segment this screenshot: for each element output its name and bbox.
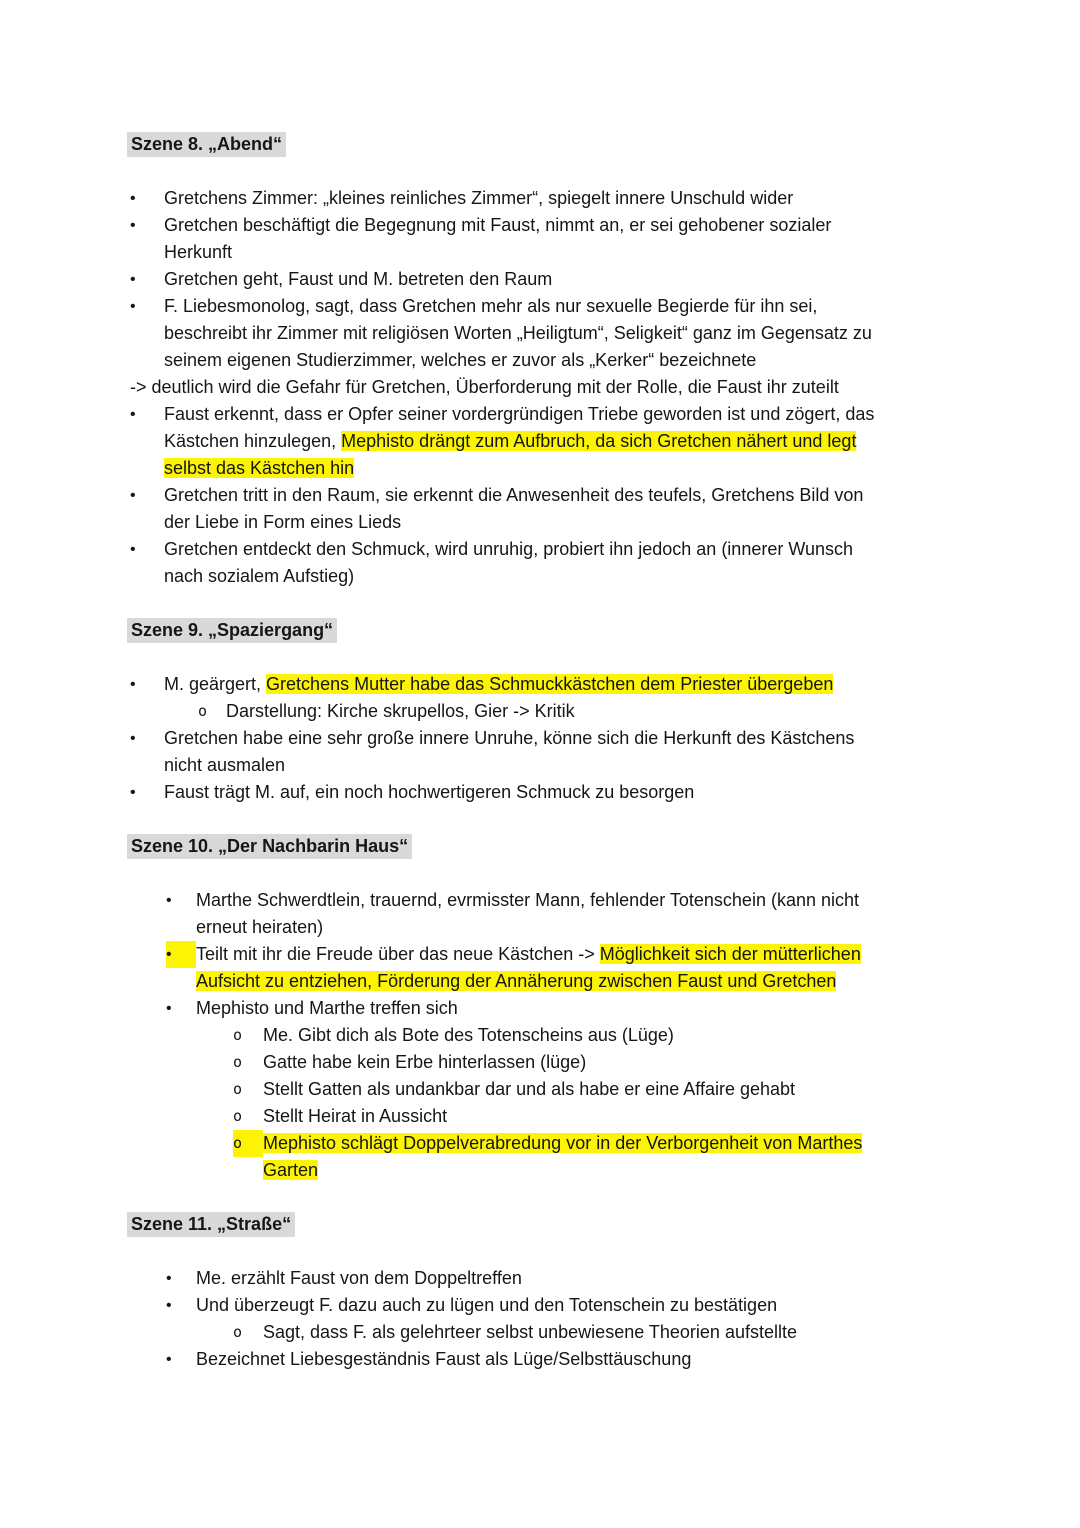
text-segment: Gretchen geht, Faust und M. betreten den Raum	[164, 269, 553, 289]
text-segment: F. Liebesmonolog, sagt, dass Gretchen mehr als nur sexuelle Begierde für ihn sei,	[164, 296, 818, 316]
text-segment: Me. erzählt Faust von dem Doppeltreffen	[196, 1268, 522, 1288]
heading-row	[0, 131, 1080, 158]
list-item	[0, 185, 1080, 212]
section-szene-11	[0, 1211, 1080, 1373]
bullet-marker-icon: •	[166, 1000, 172, 1017]
text-segment: Gretchen beschäftigt die Begegnung mit Faust, nimmt an, er sei gehobener sozialer	[164, 215, 832, 235]
bullet-marker-icon: •	[130, 676, 136, 693]
text-line	[0, 1265, 1080, 1292]
text-segment: Faust trägt M. auf, ein noch hochwertigeren Schmuck zu besorgen	[164, 782, 695, 802]
heading-row	[0, 1211, 1080, 1238]
circle-marker-icon: o	[233, 1107, 243, 1125]
circle-marker-icon: o	[198, 702, 208, 720]
text-line	[0, 941, 1080, 968]
text-segment: nicht ausmalen	[164, 755, 286, 775]
text-line	[0, 482, 1080, 509]
circle-marker-icon: o	[233, 1053, 243, 1071]
text-segment: Gatte habe kein Erbe hinterlassen (lüge)	[263, 1052, 587, 1072]
text-segment: Stellt Heirat in Aussicht	[263, 1106, 448, 1126]
text-segment: Gretchen tritt in den Raum, sie erkennt die Anwesenheit des teufels, Gretchens Bild von	[164, 485, 864, 505]
circle-marker-icon: o	[233, 1080, 243, 1098]
text-segment: Bezeichnet Liebesgeständnis Faust als Lüge/Selbsttäuschung	[196, 1349, 692, 1369]
text-line	[0, 455, 1080, 482]
section-heading: Szene 10. „Der Nachbarin Haus“	[127, 834, 412, 859]
text-line	[0, 914, 1080, 941]
bullet-marker-icon: •	[130, 217, 136, 234]
text-line	[0, 1130, 1080, 1157]
bullet-marker-icon: •	[166, 1351, 172, 1368]
text-segment: Gretchen entdeckt den Schmuck, wird unruhig, probiert ihn jedoch an (innerer Wunsch	[164, 539, 854, 559]
list-item	[0, 266, 1080, 293]
text-segment: nach sozialem Aufstieg)	[164, 566, 355, 586]
list-item	[0, 698, 1080, 725]
list-item	[0, 671, 1080, 698]
text-segment: Gretchen habe eine sehr große innere Unruhe, könne sich die Herkunft des Kästchens	[164, 728, 855, 748]
text-segment: erneut heiraten)	[196, 917, 324, 937]
circle-marker-icon: o	[233, 1323, 243, 1341]
text-line	[0, 1103, 1080, 1130]
list-item	[0, 1130, 1080, 1184]
bullet-marker-icon: •	[130, 406, 136, 423]
list-item	[0, 1292, 1080, 1319]
text-segment: Faust erkennt, dass er Opfer seiner vordergründigen Triebe geworden ist und zögert, das	[164, 404, 875, 424]
list-item	[0, 293, 1080, 374]
list-item	[0, 482, 1080, 536]
text-line	[0, 1049, 1080, 1076]
list-item	[0, 779, 1080, 806]
circle-marker-icon: o	[233, 1026, 243, 1044]
bullet-marker-icon: •	[166, 1297, 172, 1314]
text-line	[0, 887, 1080, 914]
text-line	[0, 509, 1080, 536]
text-segment: seinem eigenen Studierzimmer, welches er zuvor als „Kerker“ bezeichnete	[164, 350, 757, 370]
section-heading: Szene 9. „Spaziergang“	[127, 618, 337, 643]
highlighted-text: Mephisto schlägt Doppelverabredung vor in der Verborgenheit von Marthes	[263, 1133, 863, 1153]
text-line	[0, 320, 1080, 347]
section-heading: Szene 11. „Straße“	[127, 1212, 295, 1237]
text-line	[0, 347, 1080, 374]
list-item	[0, 212, 1080, 266]
text-line	[0, 1346, 1080, 1373]
text-line	[0, 1076, 1080, 1103]
note-line	[0, 374, 1080, 401]
text-line	[0, 428, 1080, 455]
bullet-marker-icon: •	[166, 941, 196, 968]
list-item	[0, 995, 1080, 1022]
text-line	[0, 698, 1080, 725]
list-item	[0, 1346, 1080, 1373]
list-item	[0, 1076, 1080, 1103]
list-item	[0, 1022, 1080, 1049]
text-segment: Herkunft	[164, 242, 233, 262]
text-line	[0, 1292, 1080, 1319]
text-line	[0, 1157, 1080, 1184]
bullet-marker-icon: •	[166, 892, 172, 909]
heading-row	[0, 833, 1080, 860]
text-line	[0, 563, 1080, 590]
text-segment: Teilt mit ihr die Freude über das neue Kästchen ->	[196, 944, 600, 964]
list-item	[0, 1319, 1080, 1346]
text-segment: beschreibt ihr Zimmer mit religiösen Worten „Heiligtum“, Seligkeit“ ganz im Gegensatz zu	[164, 323, 872, 343]
text-segment: Sagt, dass F. als gelehrteer selbst unbewiesene Theorien aufstellte	[263, 1322, 797, 1342]
text-line	[0, 1022, 1080, 1049]
text-line	[0, 374, 1080, 401]
section-szene-8	[0, 131, 1080, 590]
text-line	[0, 671, 1080, 698]
list-item	[0, 536, 1080, 590]
highlighted-text: Gretchens Mutter habe das Schmuckkästchen dem Priester übergeben	[266, 674, 834, 694]
text-segment: Und überzeugt F. dazu auch zu lügen und den Totenschein zu bestätigen	[196, 1295, 778, 1315]
text-line	[0, 536, 1080, 563]
text-segment: Marthe Schwerdtlein, trauernd, evrmisster Mann, fehlender Totenschein (kann nicht	[196, 890, 860, 910]
text-line	[0, 401, 1080, 428]
text-line	[0, 266, 1080, 293]
text-line	[0, 1319, 1080, 1346]
list-item	[0, 887, 1080, 941]
list-item	[0, 725, 1080, 779]
text-segment: der Liebe in Form eines Lieds	[164, 512, 402, 532]
bullet-marker-icon: •	[130, 190, 136, 207]
bullet-marker-icon: •	[130, 541, 136, 558]
highlighted-text: Aufsicht zu entziehen, Förderung der Annäherung zwischen Faust und Gretchen	[196, 971, 837, 991]
list-item	[0, 1265, 1080, 1292]
section-szene-10	[0, 833, 1080, 1184]
bullet-marker-icon: •	[166, 1270, 172, 1287]
text-segment: -> deutlich wird die Gefahr für Gretchen, Überforderung mit der Rolle, die Faust ihr zuteilt	[130, 377, 839, 397]
highlighted-text: Mephisto drängt zum Aufbruch, da sich Gretchen nähert und legt	[341, 431, 857, 451]
text-line	[0, 725, 1080, 752]
text-line	[0, 779, 1080, 806]
text-line	[0, 968, 1080, 995]
sections-container	[0, 131, 1080, 1373]
section-heading: Szene 8. „Abend“	[127, 132, 286, 157]
text-segment: Darstellung: Kirche skrupellos, Gier -> Kritik	[226, 701, 575, 721]
text-segment: M. geärgert,	[164, 674, 267, 694]
text-segment: Mephisto und Marthe treffen sich	[196, 998, 458, 1018]
bullet-marker-icon: •	[130, 487, 136, 504]
bullet-marker-icon: •	[130, 298, 136, 315]
list-item	[0, 1103, 1080, 1130]
highlighted-text: selbst das Kästchen hin	[164, 458, 355, 478]
text-line	[0, 293, 1080, 320]
highlighted-text: Garten	[263, 1160, 319, 1180]
text-line	[0, 239, 1080, 266]
text-line	[0, 752, 1080, 779]
list-item	[0, 941, 1080, 995]
text-segment: Stellt Gatten als undankbar dar und als habe er eine Affaire gehabt	[263, 1079, 796, 1099]
bullet-marker-icon: •	[130, 784, 136, 801]
bullet-marker-icon: •	[130, 730, 136, 747]
text-segment: Me. Gibt dich als Bote des Totenscheins aus (Lüge)	[263, 1025, 674, 1045]
text-segment: Kästchen hinzulegen,	[164, 431, 342, 451]
list-item	[0, 401, 1080, 482]
text-segment: Gretchens Zimmer: „kleines reinliches Zimmer“, spiegelt innere Unschuld wider	[164, 188, 794, 208]
bullet-marker-icon: •	[130, 271, 136, 288]
text-line	[0, 212, 1080, 239]
text-line	[0, 185, 1080, 212]
text-line	[0, 995, 1080, 1022]
list-item	[0, 1049, 1080, 1076]
highlighted-text: Möglichkeit sich der mütterlichen	[599, 944, 861, 964]
circle-marker-icon: o	[233, 1130, 263, 1157]
heading-row	[0, 617, 1080, 644]
section-szene-9	[0, 617, 1080, 806]
